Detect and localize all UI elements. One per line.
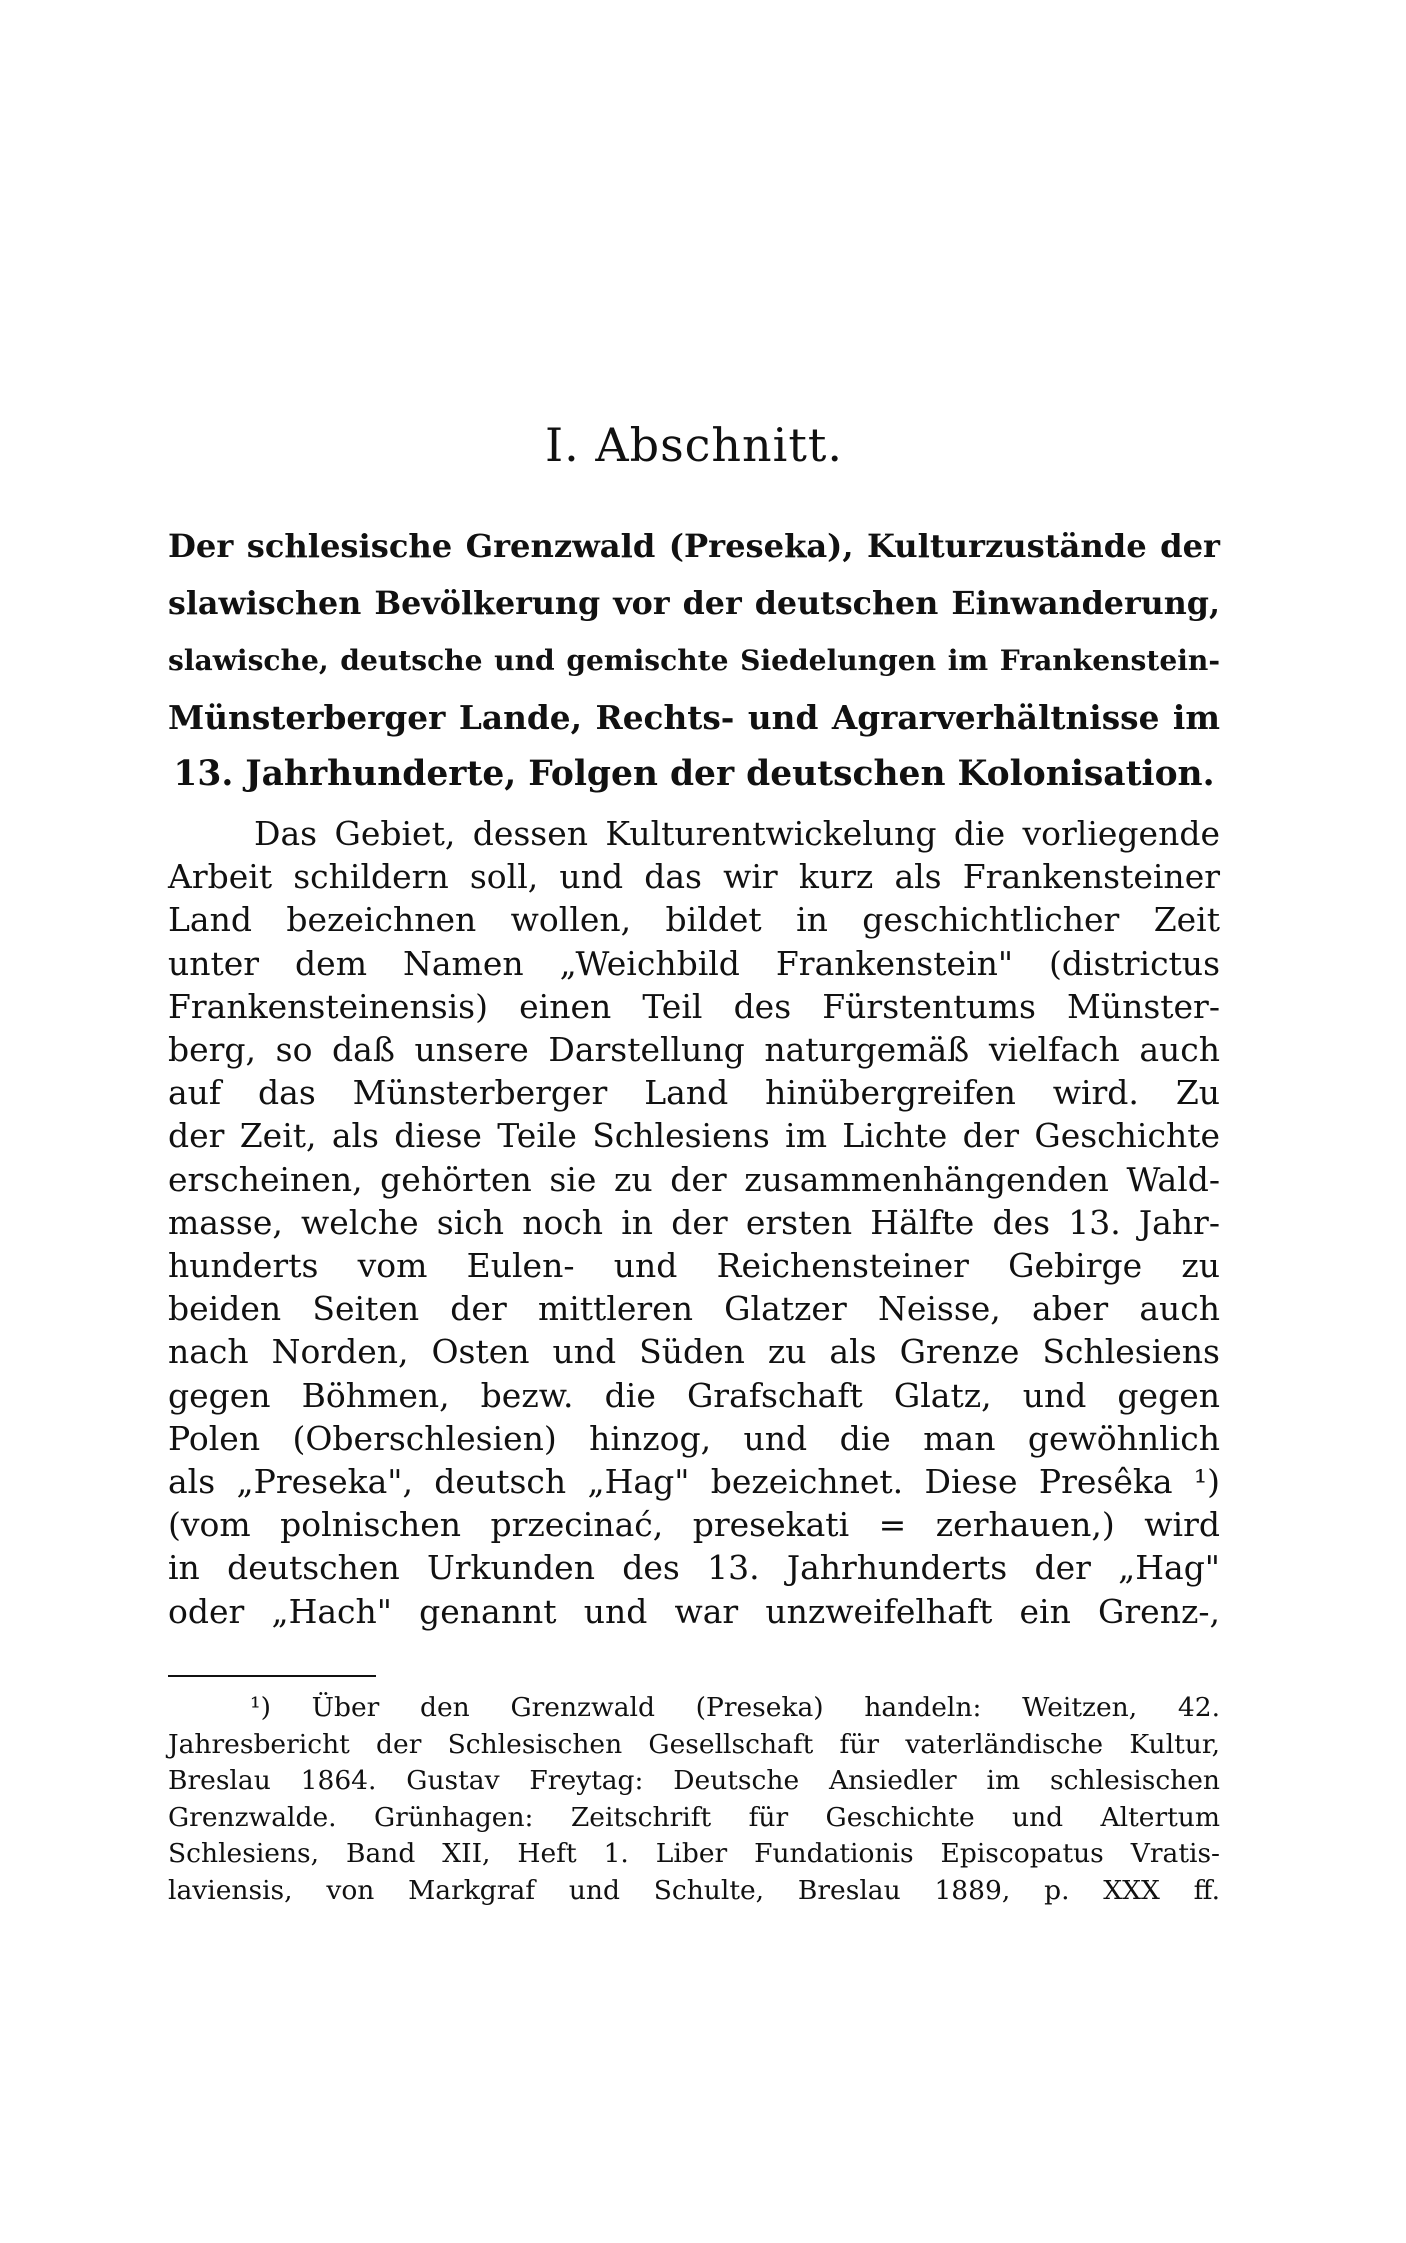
footnote-line: Schlesiens, Band XII, Heft 1. Liber Fundationis Episcopatus Vratis- — [168, 1838, 1220, 1869]
body-line: Arbeit schildern soll, und das wir kurz als Frankensteiner — [168, 857, 1220, 897]
chapter-title-line: Münsterberger Lande, Rechts- und Agrarverhältnisse im — [168, 698, 1220, 737]
chapter-title — [168, 518, 1220, 803]
body-line: beiden Seiten der mittleren Glatzer Neisse, aber auch — [168, 1289, 1220, 1329]
footnote-line: laviensis, von Markgraf und Schulte, Breslau 1889, p. XXX ff. — [168, 1874, 1220, 1906]
body-line: berg, so daß unsere Darstellung naturgemäß vielfach auch — [168, 1030, 1220, 1070]
body-line: erscheinen, gehörten sie zu der zusammenhängenden Wald- — [168, 1159, 1220, 1199]
body-line: Polen (Oberschlesien) hinzog, und die man gewöhnlich — [168, 1418, 1220, 1458]
body-line: oder „Hach" genannt und war unzweifelhaft ein Grenz-, — [168, 1591, 1220, 1631]
footnote-line: Grenzwalde. Grünhagen: Zeitschrift für Geschichte und Altertum — [168, 1801, 1220, 1833]
body-line: Frankensteinensis) einen Teil des Fürstentums Münster- — [168, 986, 1220, 1026]
body-line: als „Preseka", deutsch „Hag" bezeichnet. Diese Presêka ¹) — [168, 1462, 1220, 1502]
body-line: Land bezeichnen wollen, bildet in geschichtlicher Zeit — [168, 900, 1220, 940]
body-line: masse, welche sich noch in der ersten Hälfte des 13. Jahr- — [168, 1202, 1220, 1242]
footnote-line: Breslau 1864. Gustav Freytag: Deutsche Ansiedler im schlesischen — [168, 1765, 1220, 1796]
body-paragraph — [168, 812, 1220, 1633]
body-line: der Zeit, als diese Teile Schlesiens im Lichte der Geschichte — [168, 1116, 1220, 1156]
chapter-title-line: Der schlesische Grenzwald (Preseka), Kulturzustände der — [168, 527, 1220, 565]
body-line: auf das Münsterberger Land hinübergreifen wird. Zu — [168, 1073, 1220, 1113]
body-line: gegen Böhmen, bezw. die Grafschaft Glatz, und gegen — [168, 1375, 1220, 1415]
chapter-title-line: 13. Jahrhunderte, Folgen der deutschen Kolonisation. — [173, 754, 1215, 794]
section-heading: I. Abschnitt. — [544, 418, 843, 472]
chapter-title-line: slawischen Bevölkerung vor der deutschen Einwanderung, — [168, 585, 1220, 622]
body-line: (vom polnischen przecinać, presekati = zerhauen,) wird — [168, 1505, 1220, 1545]
footnote-divider — [168, 1675, 376, 1677]
body-line: in deutschen Urkunden des 13. Jahrhunderts der „Hag" — [168, 1548, 1220, 1588]
body-line: hunderts vom Eulen- und Reichensteiner Gebirge zu — [168, 1246, 1220, 1286]
footnote — [168, 1690, 1220, 1909]
chapter-title-line: slawische, deutsche und gemischte Siedelungen im Frankenstein- — [168, 644, 1220, 677]
body-line: unter dem Namen „Weichbild Frankenstein" (districtus — [168, 943, 1220, 983]
body-line: Das Gebiet, dessen Kulturentwickelung die vorliegende — [254, 814, 1220, 853]
book-page — [168, 0, 1220, 2243]
footnote-line: ¹) Über den Grenzwald (Preseka) handeln: Weitzen, 42. — [250, 1692, 1220, 1723]
footnote-line: Jahresbericht der Schlesischen Gesellschaft für vaterländische Kultur, — [168, 1728, 1220, 1760]
body-line: nach Norden, Osten und Süden zu als Grenze Schlesiens — [168, 1332, 1220, 1372]
